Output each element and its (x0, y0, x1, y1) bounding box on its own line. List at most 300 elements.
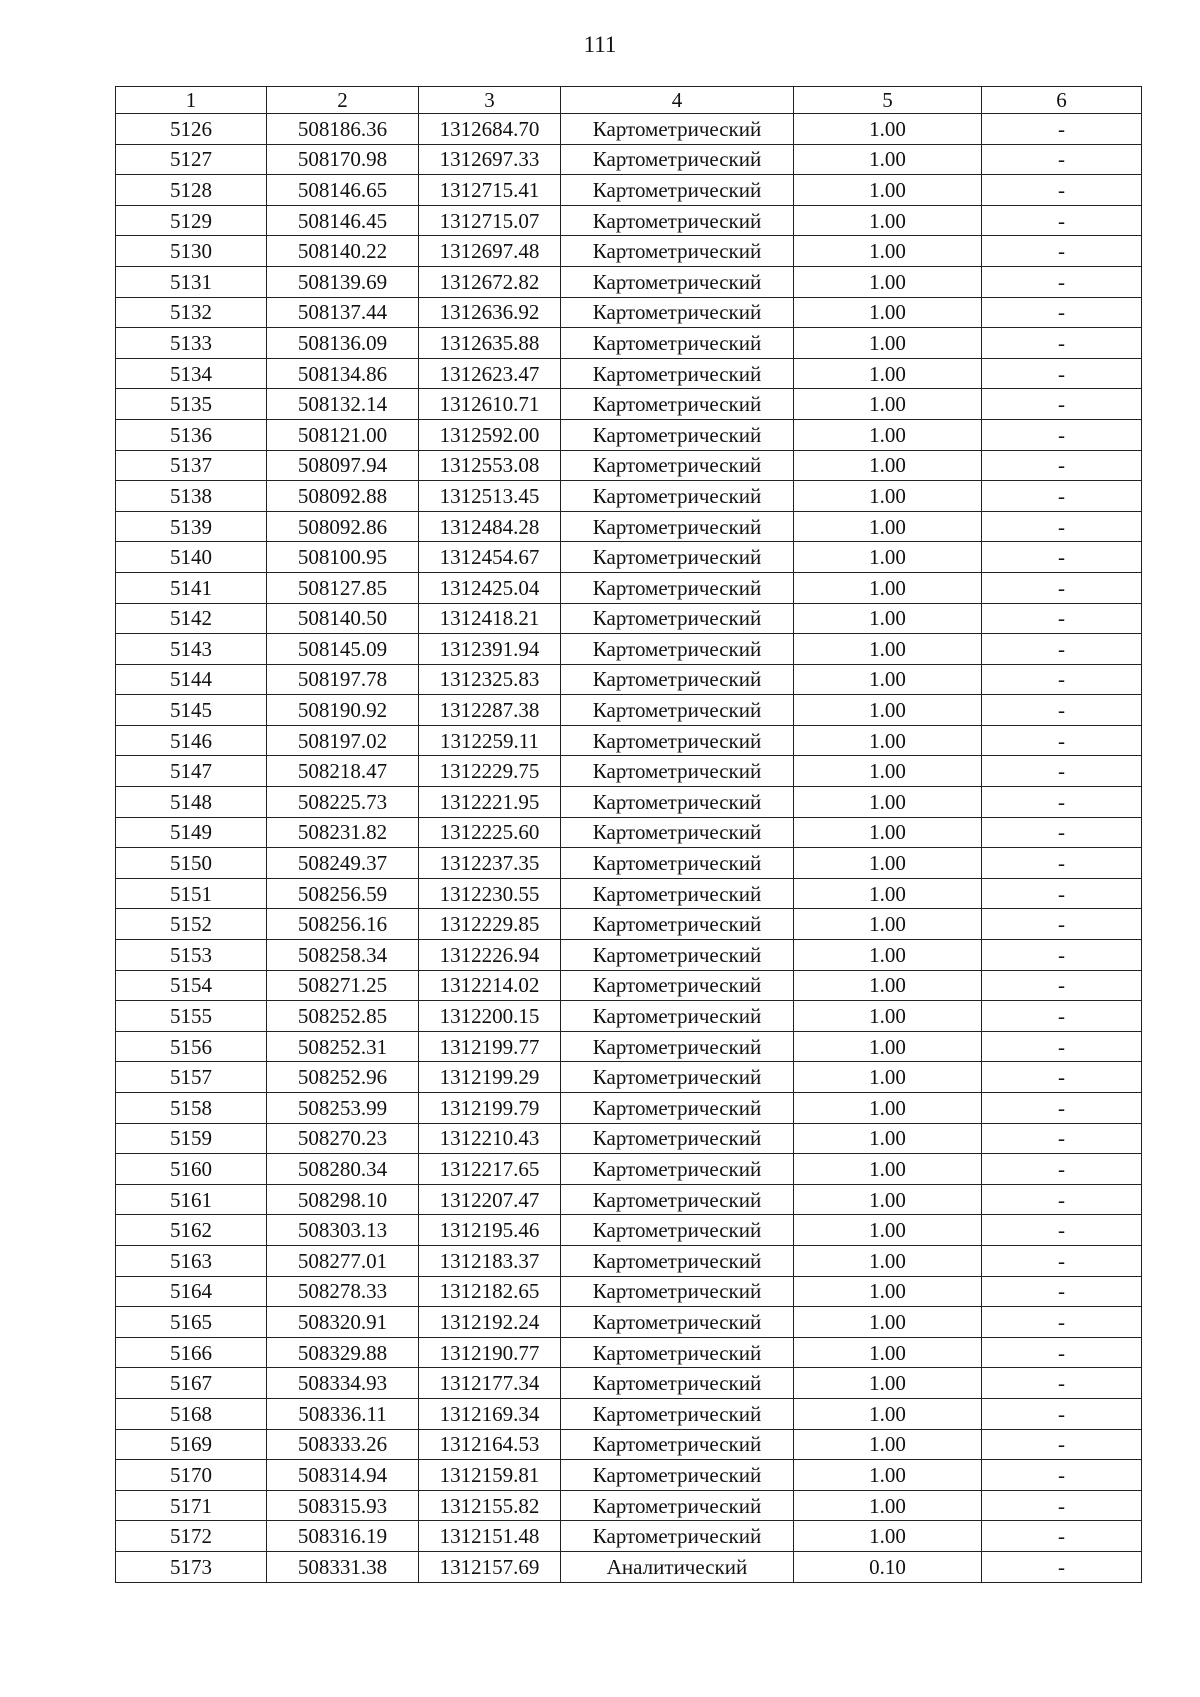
point-number-cell: 5166 (116, 1337, 267, 1368)
table-row (116, 511, 1142, 542)
table-row (116, 1001, 1142, 1032)
x-coordinate-cell: 508137.44 (267, 297, 419, 328)
y-coordinate-cell: 1312287.38 (419, 695, 561, 726)
method-cell: Картометрический (561, 1307, 794, 1338)
method-cell: Картометрический (561, 542, 794, 573)
point-number-cell: 5154 (116, 970, 267, 1001)
y-coordinate-cell: 1312229.85 (419, 909, 561, 940)
point-number-cell: 5146 (116, 725, 267, 756)
note-cell: - (982, 297, 1142, 328)
table-row (116, 1062, 1142, 1093)
method-cell: Картометрический (561, 848, 794, 879)
note-cell: - (982, 1123, 1142, 1154)
method-cell: Картометрический (561, 1521, 794, 1552)
accuracy-cell: 1.00 (794, 419, 982, 450)
point-number-cell: 5167 (116, 1368, 267, 1399)
note-cell: - (982, 634, 1142, 665)
x-coordinate-cell: 508336.11 (267, 1398, 419, 1429)
accuracy-cell: 1.00 (794, 878, 982, 909)
accuracy-cell: 1.00 (794, 940, 982, 971)
y-coordinate-cell: 1312199.77 (419, 1031, 561, 1062)
method-cell: Картометрический (561, 1093, 794, 1124)
table-row (116, 297, 1142, 328)
method-cell: Картометрический (561, 909, 794, 940)
point-number-cell: 5163 (116, 1245, 267, 1276)
y-coordinate-cell: 1312225.60 (419, 817, 561, 848)
accuracy-cell: 1.00 (794, 481, 982, 512)
y-coordinate-cell: 1312454.67 (419, 542, 561, 573)
y-coordinate-cell: 1312715.41 (419, 175, 561, 206)
x-coordinate-cell: 508097.94 (267, 450, 419, 481)
method-cell: Картометрический (561, 634, 794, 665)
y-coordinate-cell: 1312177.34 (419, 1368, 561, 1399)
coordinates-table (115, 86, 1142, 1583)
y-coordinate-cell: 1312164.53 (419, 1429, 561, 1460)
column-header: 3 (419, 87, 561, 114)
table-row (116, 205, 1142, 236)
method-cell: Картометрический (561, 664, 794, 695)
table-row (116, 1551, 1142, 1582)
method-cell: Картометрический (561, 1001, 794, 1032)
table-row (116, 236, 1142, 267)
point-number-cell: 5157 (116, 1062, 267, 1093)
table-row (116, 1031, 1142, 1062)
point-number-cell: 5135 (116, 389, 267, 420)
y-coordinate-cell: 1312684.70 (419, 114, 561, 145)
method-cell: Картометрический (561, 1062, 794, 1093)
accuracy-cell: 1.00 (794, 1398, 982, 1429)
note-cell: - (982, 1031, 1142, 1062)
table-row (116, 1123, 1142, 1154)
method-cell: Картометрический (561, 144, 794, 175)
accuracy-cell: 1.00 (794, 1001, 982, 1032)
table-row (116, 1154, 1142, 1185)
note-cell: - (982, 358, 1142, 389)
table-row (116, 144, 1142, 175)
y-coordinate-cell: 1312210.43 (419, 1123, 561, 1154)
method-cell: Картометрический (561, 1154, 794, 1185)
note-cell: - (982, 419, 1142, 450)
method-cell: Картометрический (561, 419, 794, 450)
method-cell: Картометрический (561, 1123, 794, 1154)
x-coordinate-cell: 508140.22 (267, 236, 419, 267)
accuracy-cell: 1.00 (794, 450, 982, 481)
table-row (116, 1276, 1142, 1307)
method-cell: Картометрический (561, 725, 794, 756)
method-cell: Картометрический (561, 114, 794, 145)
note-cell: - (982, 756, 1142, 787)
x-coordinate-cell: 508139.69 (267, 266, 419, 297)
point-number-cell: 5147 (116, 756, 267, 787)
x-coordinate-cell: 508314.94 (267, 1460, 419, 1491)
method-cell: Картометрический (561, 817, 794, 848)
y-coordinate-cell: 1312391.94 (419, 634, 561, 665)
method-cell: Картометрический (561, 1398, 794, 1429)
method-cell: Картометрический (561, 266, 794, 297)
note-cell: - (982, 970, 1142, 1001)
method-cell: Картометрический (561, 450, 794, 481)
point-number-cell: 5172 (116, 1521, 267, 1552)
x-coordinate-cell: 508121.00 (267, 419, 419, 450)
table-row (116, 1368, 1142, 1399)
note-cell: - (982, 205, 1142, 236)
x-coordinate-cell: 508315.93 (267, 1490, 419, 1521)
method-cell: Картометрический (561, 1429, 794, 1460)
point-number-cell: 5160 (116, 1154, 267, 1185)
note-cell: - (982, 175, 1142, 206)
note-cell: - (982, 1154, 1142, 1185)
accuracy-cell: 1.00 (794, 1490, 982, 1521)
accuracy-cell: 1.00 (794, 1368, 982, 1399)
accuracy-cell: 1.00 (794, 297, 982, 328)
x-coordinate-cell: 508331.38 (267, 1551, 419, 1582)
accuracy-cell: 1.00 (794, 205, 982, 236)
note-cell: - (982, 1276, 1142, 1307)
y-coordinate-cell: 1312195.46 (419, 1215, 561, 1246)
table-row (116, 1521, 1142, 1552)
table-row (116, 940, 1142, 971)
note-cell: - (982, 266, 1142, 297)
accuracy-cell: 1.00 (794, 1429, 982, 1460)
note-cell: - (982, 1521, 1142, 1552)
y-coordinate-cell: 1312610.71 (419, 389, 561, 420)
method-cell: Аналитический (561, 1551, 794, 1582)
point-number-cell: 5161 (116, 1184, 267, 1215)
note-cell: - (982, 725, 1142, 756)
accuracy-cell: 0.10 (794, 1551, 982, 1582)
table-row (116, 175, 1142, 206)
accuracy-cell: 1.00 (794, 848, 982, 879)
point-number-cell: 5148 (116, 787, 267, 818)
note-cell: - (982, 1398, 1142, 1429)
y-coordinate-cell: 1312697.48 (419, 236, 561, 267)
point-number-cell: 5133 (116, 328, 267, 359)
note-cell: - (982, 1460, 1142, 1491)
y-coordinate-cell: 1312157.69 (419, 1551, 561, 1582)
note-cell: - (982, 328, 1142, 359)
method-cell: Картометрический (561, 358, 794, 389)
note-cell: - (982, 817, 1142, 848)
method-cell: Картометрический (561, 940, 794, 971)
column-header: 5 (794, 87, 982, 114)
note-cell: - (982, 1184, 1142, 1215)
x-coordinate-cell: 508277.01 (267, 1245, 419, 1276)
point-number-cell: 5138 (116, 481, 267, 512)
point-number-cell: 5141 (116, 572, 267, 603)
method-cell: Картометрический (561, 970, 794, 1001)
point-number-cell: 5151 (116, 878, 267, 909)
accuracy-cell: 1.00 (794, 1031, 982, 1062)
x-coordinate-cell: 508146.65 (267, 175, 419, 206)
table-row (116, 817, 1142, 848)
table-row (116, 695, 1142, 726)
note-cell: - (982, 1368, 1142, 1399)
y-coordinate-cell: 1312418.21 (419, 603, 561, 634)
x-coordinate-cell: 508140.50 (267, 603, 419, 634)
x-coordinate-cell: 508190.92 (267, 695, 419, 726)
note-cell: - (982, 1093, 1142, 1124)
accuracy-cell: 1.00 (794, 1245, 982, 1276)
y-coordinate-cell: 1312159.81 (419, 1460, 561, 1491)
x-coordinate-cell: 508252.85 (267, 1001, 419, 1032)
note-cell: - (982, 144, 1142, 175)
y-coordinate-cell: 1312592.00 (419, 419, 561, 450)
note-cell: - (982, 481, 1142, 512)
x-coordinate-cell: 508225.73 (267, 787, 419, 818)
point-number-cell: 5150 (116, 848, 267, 879)
x-coordinate-cell: 508092.88 (267, 481, 419, 512)
table-row (116, 634, 1142, 665)
note-cell: - (982, 1062, 1142, 1093)
note-cell: - (982, 603, 1142, 634)
note-cell: - (982, 1490, 1142, 1521)
table-row (116, 1093, 1142, 1124)
x-coordinate-cell: 508231.82 (267, 817, 419, 848)
table-body (116, 114, 1142, 1583)
method-cell: Картометрический (561, 297, 794, 328)
accuracy-cell: 1.00 (794, 572, 982, 603)
method-cell: Картометрический (561, 389, 794, 420)
y-coordinate-cell: 1312237.35 (419, 848, 561, 879)
point-number-cell: 5153 (116, 940, 267, 971)
table-row (116, 1245, 1142, 1276)
method-cell: Картометрический (561, 511, 794, 542)
column-header: 6 (982, 87, 1142, 114)
table-row (116, 542, 1142, 573)
method-cell: Картометрический (561, 1276, 794, 1307)
method-cell: Картометрический (561, 236, 794, 267)
y-coordinate-cell: 1312697.33 (419, 144, 561, 175)
point-number-cell: 5162 (116, 1215, 267, 1246)
x-coordinate-cell: 508256.59 (267, 878, 419, 909)
x-coordinate-cell: 508280.34 (267, 1154, 419, 1185)
y-coordinate-cell: 1312553.08 (419, 450, 561, 481)
accuracy-cell: 1.00 (794, 603, 982, 634)
point-number-cell: 5164 (116, 1276, 267, 1307)
x-coordinate-cell: 508334.93 (267, 1368, 419, 1399)
x-coordinate-cell: 508253.99 (267, 1093, 419, 1124)
accuracy-cell: 1.00 (794, 970, 982, 1001)
x-coordinate-cell: 508146.45 (267, 205, 419, 236)
point-number-cell: 5165 (116, 1307, 267, 1338)
point-number-cell: 5158 (116, 1093, 267, 1124)
point-number-cell: 5139 (116, 511, 267, 542)
table-row (116, 1184, 1142, 1215)
accuracy-cell: 1.00 (794, 725, 982, 756)
x-coordinate-cell: 508270.23 (267, 1123, 419, 1154)
x-coordinate-cell: 508197.78 (267, 664, 419, 695)
x-coordinate-cell: 508092.86 (267, 511, 419, 542)
note-cell: - (982, 450, 1142, 481)
table-row (116, 756, 1142, 787)
method-cell: Картометрический (561, 572, 794, 603)
table-row (116, 664, 1142, 695)
column-header: 1 (116, 87, 267, 114)
y-coordinate-cell: 1312715.07 (419, 205, 561, 236)
y-coordinate-cell: 1312151.48 (419, 1521, 561, 1552)
method-cell: Картометрический (561, 787, 794, 818)
method-cell: Картометрический (561, 1215, 794, 1246)
note-cell: - (982, 1001, 1142, 1032)
note-cell: - (982, 114, 1142, 145)
table-row (116, 1337, 1142, 1368)
method-cell: Картометрический (561, 756, 794, 787)
method-cell: Картометрический (561, 695, 794, 726)
method-cell: Картометрический (561, 1460, 794, 1491)
accuracy-cell: 1.00 (794, 1184, 982, 1215)
method-cell: Картометрический (561, 603, 794, 634)
note-cell: - (982, 1215, 1142, 1246)
y-coordinate-cell: 1312200.15 (419, 1001, 561, 1032)
note-cell: - (982, 878, 1142, 909)
table-row (116, 970, 1142, 1001)
page-number: 111 (583, 32, 617, 57)
y-coordinate-cell: 1312226.94 (419, 940, 561, 971)
method-cell: Картометрический (561, 175, 794, 206)
accuracy-cell: 1.00 (794, 817, 982, 848)
method-cell: Картометрический (561, 1337, 794, 1368)
y-coordinate-cell: 1312199.79 (419, 1093, 561, 1124)
table-row (116, 725, 1142, 756)
method-cell: Картометрический (561, 1245, 794, 1276)
method-cell: Картометрический (561, 328, 794, 359)
y-coordinate-cell: 1312484.28 (419, 511, 561, 542)
table-row (116, 878, 1142, 909)
x-coordinate-cell: 508333.26 (267, 1429, 419, 1460)
point-number-cell: 5156 (116, 1031, 267, 1062)
point-number-cell: 5152 (116, 909, 267, 940)
accuracy-cell: 1.00 (794, 909, 982, 940)
accuracy-cell: 1.00 (794, 664, 982, 695)
column-header: 4 (561, 87, 794, 114)
method-cell: Картометрический (561, 481, 794, 512)
point-number-cell: 5145 (116, 695, 267, 726)
table-row (116, 389, 1142, 420)
point-number-cell: 5140 (116, 542, 267, 573)
accuracy-cell: 1.00 (794, 1276, 982, 1307)
y-coordinate-cell: 1312190.77 (419, 1337, 561, 1368)
x-coordinate-cell: 508145.09 (267, 634, 419, 665)
y-coordinate-cell: 1312229.75 (419, 756, 561, 787)
point-number-cell: 5169 (116, 1429, 267, 1460)
x-coordinate-cell: 508100.95 (267, 542, 419, 573)
accuracy-cell: 1.00 (794, 1460, 982, 1491)
note-cell: - (982, 572, 1142, 603)
y-coordinate-cell: 1312325.83 (419, 664, 561, 695)
y-coordinate-cell: 1312623.47 (419, 358, 561, 389)
point-number-cell: 5149 (116, 817, 267, 848)
note-cell: - (982, 1551, 1142, 1582)
accuracy-cell: 1.00 (794, 1093, 982, 1124)
x-coordinate-cell: 508256.16 (267, 909, 419, 940)
accuracy-cell: 1.00 (794, 1521, 982, 1552)
table-row (116, 1398, 1142, 1429)
note-cell: - (982, 787, 1142, 818)
y-coordinate-cell: 1312635.88 (419, 328, 561, 359)
accuracy-cell: 1.00 (794, 358, 982, 389)
x-coordinate-cell: 508252.31 (267, 1031, 419, 1062)
accuracy-cell: 1.00 (794, 1215, 982, 1246)
table-row (116, 848, 1142, 879)
note-cell: - (982, 1429, 1142, 1460)
method-cell: Картометрический (561, 1490, 794, 1521)
accuracy-cell: 1.00 (794, 114, 982, 145)
x-coordinate-cell: 508218.47 (267, 756, 419, 787)
y-coordinate-cell: 1312425.04 (419, 572, 561, 603)
point-number-cell: 5143 (116, 634, 267, 665)
point-number-cell: 5131 (116, 266, 267, 297)
x-coordinate-cell: 508298.10 (267, 1184, 419, 1215)
table-row (116, 1429, 1142, 1460)
accuracy-cell: 1.00 (794, 1154, 982, 1185)
note-cell: - (982, 664, 1142, 695)
x-coordinate-cell: 508258.34 (267, 940, 419, 971)
y-coordinate-cell: 1312672.82 (419, 266, 561, 297)
x-coordinate-cell: 508316.19 (267, 1521, 419, 1552)
point-number-cell: 5127 (116, 144, 267, 175)
point-number-cell: 5144 (116, 664, 267, 695)
point-number-cell: 5137 (116, 450, 267, 481)
table-row (116, 114, 1142, 145)
y-coordinate-cell: 1312221.95 (419, 787, 561, 818)
x-coordinate-cell: 508197.02 (267, 725, 419, 756)
x-coordinate-cell: 508186.36 (267, 114, 419, 145)
method-cell: Картометрический (561, 1031, 794, 1062)
x-coordinate-cell: 508249.37 (267, 848, 419, 879)
point-number-cell: 5134 (116, 358, 267, 389)
point-number-cell: 5155 (116, 1001, 267, 1032)
y-coordinate-cell: 1312214.02 (419, 970, 561, 1001)
point-number-cell: 5173 (116, 1551, 267, 1582)
y-coordinate-cell: 1312207.47 (419, 1184, 561, 1215)
table-row (116, 787, 1142, 818)
table-row (116, 909, 1142, 940)
accuracy-cell: 1.00 (794, 1062, 982, 1093)
accuracy-cell: 1.00 (794, 756, 982, 787)
table-row (116, 603, 1142, 634)
accuracy-cell: 1.00 (794, 787, 982, 818)
x-coordinate-cell: 508271.25 (267, 970, 419, 1001)
note-cell: - (982, 848, 1142, 879)
point-number-cell: 5142 (116, 603, 267, 634)
accuracy-cell: 1.00 (794, 389, 982, 420)
note-cell: - (982, 940, 1142, 971)
table-row (116, 1490, 1142, 1521)
y-coordinate-cell: 1312199.29 (419, 1062, 561, 1093)
x-coordinate-cell: 508278.33 (267, 1276, 419, 1307)
note-cell: - (982, 511, 1142, 542)
y-coordinate-cell: 1312155.82 (419, 1490, 561, 1521)
y-coordinate-cell: 1312217.65 (419, 1154, 561, 1185)
y-coordinate-cell: 1312259.11 (419, 725, 561, 756)
note-cell: - (982, 695, 1142, 726)
y-coordinate-cell: 1312636.92 (419, 297, 561, 328)
table-row (116, 1215, 1142, 1246)
point-number-cell: 5132 (116, 297, 267, 328)
note-cell: - (982, 1337, 1142, 1368)
point-number-cell: 5168 (116, 1398, 267, 1429)
accuracy-cell: 1.00 (794, 542, 982, 573)
method-cell: Картометрический (561, 878, 794, 909)
accuracy-cell: 1.00 (794, 266, 982, 297)
note-cell: - (982, 542, 1142, 573)
table-row (116, 266, 1142, 297)
y-coordinate-cell: 1312182.65 (419, 1276, 561, 1307)
x-coordinate-cell: 508136.09 (267, 328, 419, 359)
accuracy-cell: 1.00 (794, 1337, 982, 1368)
note-cell: - (982, 1245, 1142, 1276)
accuracy-cell: 1.00 (794, 511, 982, 542)
